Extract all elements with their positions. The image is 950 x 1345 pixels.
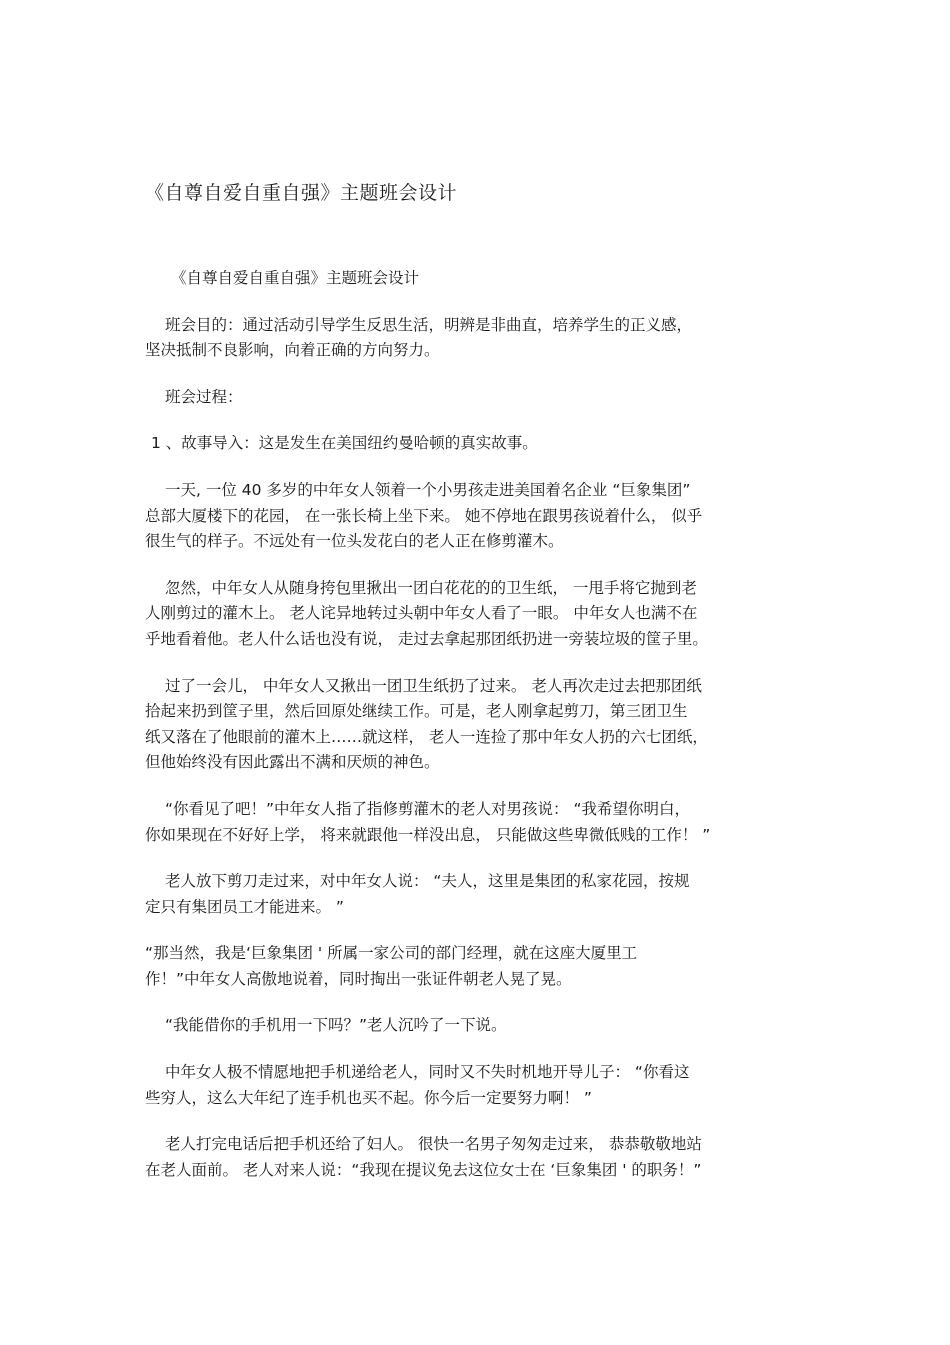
story-paragraph bbox=[145, 478, 810, 555]
story-paragraph bbox=[145, 1013, 810, 1039]
text-line: 班会目的：通过活动引导学生反思生活，明辨是非曲直，培养学生的正义感， bbox=[165, 315, 693, 334]
text-line: “我能借你的手机用一下吗？”老人沉吟了一下说。 bbox=[165, 1016, 507, 1035]
story-paragraph bbox=[145, 797, 810, 848]
text-line: 些穷人，这么大年纪了连手机也买不起。你今后一定要努力啊！ ” bbox=[145, 1088, 592, 1107]
text-line: 《自尊自爱自重自强》主题班会设计 bbox=[171, 269, 420, 287]
text-line: 纸又落在了他眼前的灌木上……就这样， 老人一连捡了那中年女人扔的六七团纸， bbox=[145, 727, 708, 746]
text-line: 过了一会儿， 中年女人又揪出一团卫生纸扔了过来。 老人再次走过去把那团纸 bbox=[165, 676, 702, 695]
purpose-paragraph bbox=[145, 313, 810, 364]
text-line: 老人放下剪刀走过来，对中年女人说： “夫人，这里是集团的私家花园，按规 bbox=[165, 872, 690, 891]
story-intro-paragraph bbox=[145, 431, 810, 457]
text-line: 中年女人极不情愿地把手机递给老人，同时又不失时机地开导儿子： “你看这 bbox=[165, 1063, 690, 1082]
document-body bbox=[145, 266, 810, 1204]
text-line: 一天, 一位 40 多岁的中年女人领着一个小男孩走进美国着名企业 “巨象集团” bbox=[165, 480, 691, 499]
story-paragraph bbox=[145, 1132, 810, 1183]
text-line: 班会过程： bbox=[165, 387, 243, 406]
text-line: 定只有集团员工才能进来。 ” bbox=[145, 897, 344, 916]
text-line: 但他始终没有因此露出不满和厌烦的神色。 bbox=[145, 753, 440, 772]
text-line: 作！”中年女人高傲地说着，同时掏出一张证件朝老人晃了晃。 bbox=[145, 969, 572, 988]
text-line: 在老人面前。 老人对来人说：“我现在提议免去这位女士在 ‘巨象集团 ' 的职务！” bbox=[145, 1160, 702, 1179]
text-line: 人刚剪过的灌木上。 老人诧异地转过头朝中年女人看了一眼。 中年女人也满不在 bbox=[145, 604, 698, 623]
document-title: 《自尊自爱自重自强》主题班会设计 bbox=[145, 182, 458, 204]
story-paragraph bbox=[145, 941, 810, 992]
process-heading bbox=[145, 385, 810, 411]
subtitle-paragraph bbox=[145, 266, 810, 292]
story-paragraph bbox=[145, 1060, 810, 1111]
text-line: “那当然，我是‘巨象集团 ' 所属一家公司的部门经理，就在这座大厦里工 bbox=[145, 944, 638, 963]
story-paragraph bbox=[145, 576, 810, 653]
text-line: 你如果现在不好好上学， 将来就跟他一样没出息， 只能做这些卑微低贱的工作！ ” bbox=[145, 825, 711, 844]
text-line: 乎地看着他。老人什么话也没有说， 走过去拿起那团纸扔进一旁装垃圾的筐子里。 bbox=[145, 629, 708, 648]
text-line: 1 、故事导入：这是发生在美国纽约曼哈顿的真实故事。 bbox=[151, 434, 538, 453]
story-paragraph bbox=[145, 869, 810, 920]
story-paragraph bbox=[145, 674, 810, 776]
text-line: “你看见了吧！”中年女人指了指修剪灌木的老人对男孩说： “我希望你明白， bbox=[165, 799, 691, 818]
text-line: 老人打完电话后把手机还给了妇人。 很快一名男子匆匆走过来， 恭恭敬敬地站 bbox=[165, 1135, 702, 1154]
text-line: 拾起来扔到筐子里，然后回原处继续工作。可是，老人刚拿起剪刀，第三团卫生 bbox=[145, 702, 688, 721]
text-line: 很生气的样子。不远处有一位头发花白的老人正在修剪灌木。 bbox=[145, 532, 564, 551]
text-line: 忽然，中年女人从随身挎包里揪出一团白花花的的卫生纸， 一甩手将它抛到老 bbox=[165, 578, 697, 597]
text-line: 总部大厦楼下的花园， 在一张长椅上坐下来。 她不停地在跟男孩说着什么， 似乎 bbox=[145, 506, 703, 525]
text-line: 坚决抵制不良影响，向着正确的方向努力。 bbox=[145, 341, 440, 360]
